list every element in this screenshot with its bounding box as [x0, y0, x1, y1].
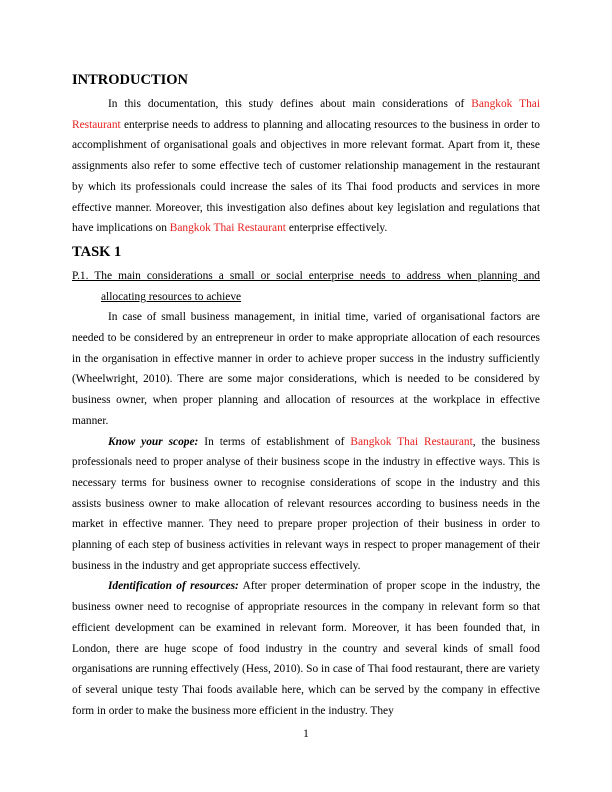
task1-scope-paragraph	[72, 432, 540, 577]
intro-company-name-2: Bangkok Thai Restaurant	[169, 222, 286, 235]
scope-text-2: , the business professionals need to proper analyse of their business scope in the industry in effective ways. This is necessary terms for business owner to recognise considerations of scope in the industry and this assists business owner to make allocation of relevant resources according to business needs in the market in effective manner. They need to prepare proper projection of their business in order to planning of each step of business activities in relevant ways in respect to proper management of their business in the industry and get appropriate success effectively.	[72, 435, 540, 572]
scope-text-1: In terms of establishment of	[198, 435, 351, 448]
task1-paragraph-1: In case of small business management, in initial time, varied of organisational factors are needed to be considered by an entrepreneur in order to make appropriate allocation of each resources in the organisation in effective manner in order to achieve proper success in the industry sufficiently (Wheelwright, 2010). There are some major considerations, which is needed to be considered by business owner, when proper planning and allocation of resources at the workplace in effective manner.	[72, 311, 540, 427]
scope-label: Know your scope:	[108, 435, 199, 448]
resources-label: Identification of resources:	[108, 580, 239, 593]
intro-company-name-1: Bangkok Thai Restaurant	[72, 98, 540, 131]
document-page	[72, 70, 540, 721]
intro-text-3: enterprise effectively.	[285, 222, 388, 235]
introduction-paragraph	[72, 94, 540, 239]
resources-text: After proper determination of proper scope in the industry, the business owner need to recognise of appropriate resources in the company in relevant form so that efficient development can be examined in relevant form. Moreover, it has been founded that, in London, there are huge scope of food industry in the country and several kinds of small food organisations are running effectively (Hess, 2010). So in case of Thai food restaurant, there are variety of several unique testy Thai foods available here, which can be served by the company in effective form in order to make the business more efficient in the industry. They	[72, 580, 540, 717]
intro-text-2: enterprise needs to address to planning and allocating resources to the business in order to accomplishment of organisational goals and objectives in more relevant format. Apart from it, these assignments also refer to some effective tech of customer relationship management in the restaurant by which its professionals could increase the sales of its Thai food products and services in more effective manner. Moreover, this investigation also defines about key legislation and regulations that have implications on	[72, 118, 540, 235]
task1-subheading: P.1. The main considerations a small or social enterprise needs to address when planning and allocating resources to achieve	[72, 269, 540, 303]
task1-heading: TASK 1	[72, 243, 122, 260]
scope-company-name: Bangkok Thai Restaurant	[350, 435, 473, 448]
introduction-heading: INTRODUCTION	[72, 72, 189, 88]
intro-text-1: In this documentation, this study defines about main considerations of	[108, 98, 472, 110]
page-number: 1	[303, 728, 309, 740]
task1-resources-paragraph	[72, 576, 540, 721]
